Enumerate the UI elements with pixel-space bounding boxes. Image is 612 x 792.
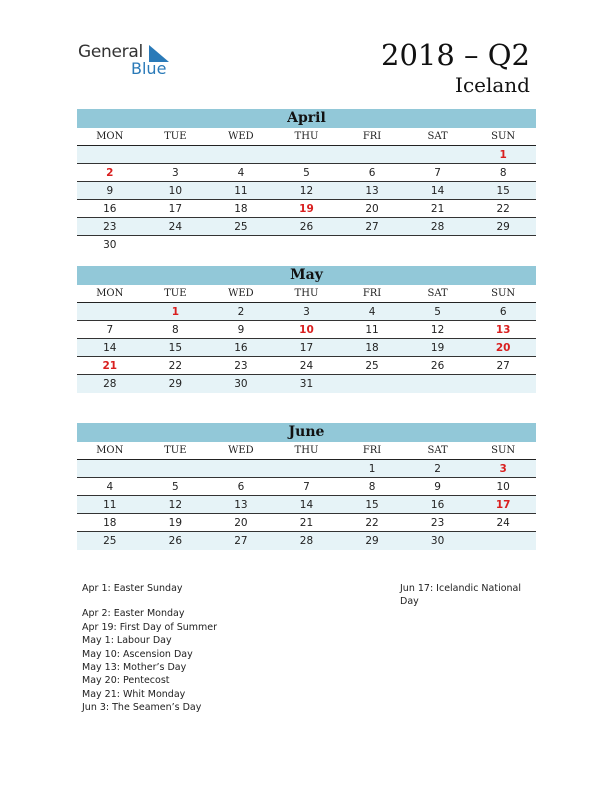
week-row: [77, 303, 536, 321]
holiday-day-cell: 1: [499, 149, 507, 161]
day-cell: 25: [103, 535, 117, 547]
day-cell: 14: [430, 185, 445, 197]
day-cell: 7: [106, 324, 114, 336]
day-cell: 19: [430, 342, 445, 354]
holiday-note: May 1: Labour Day: [82, 635, 172, 647]
day-cell: 8: [368, 481, 376, 493]
day-cell: 23: [103, 221, 117, 233]
day-cell: [470, 375, 536, 393]
day-cell: 6: [368, 167, 376, 179]
day-cell: 16: [430, 499, 445, 511]
day-cell: 29: [365, 535, 379, 547]
holiday-day-cell: 21: [102, 360, 118, 372]
weekday-label: MON: [96, 288, 124, 299]
day-cell: 5: [172, 481, 179, 493]
day-cell: [405, 146, 471, 163]
day-cell: 23: [430, 517, 445, 529]
holiday-day-cell: 3: [499, 463, 507, 475]
day-cell: 8: [172, 324, 179, 336]
weekday-label: SUN: [491, 445, 516, 456]
day-cell: 9: [237, 324, 245, 336]
day-cell: 20: [234, 517, 248, 529]
day-cell: 17: [168, 203, 183, 215]
day-cell: [143, 460, 209, 477]
holiday-day-cell: 10: [299, 324, 314, 336]
day-cell: 2: [434, 463, 441, 475]
day-cell: 30: [234, 378, 248, 390]
month-name: May: [77, 266, 536, 285]
page-title: 2018 – Q2: [381, 38, 530, 72]
day-cell: [143, 146, 209, 163]
day-cell: 25: [234, 221, 248, 233]
day-cell: [405, 375, 471, 393]
day-cell: 17: [299, 342, 314, 354]
day-cell: 27: [365, 221, 379, 233]
day-cell: 10: [168, 185, 183, 197]
holiday-note: May 13: Mother’s Day: [82, 661, 187, 673]
holiday-day-cell: 19: [299, 203, 314, 215]
day-cell: 24: [168, 221, 183, 233]
weekday-label: THU: [294, 131, 319, 142]
holiday-day-cell: 17: [495, 499, 511, 511]
weekday-label: THU: [294, 288, 319, 299]
day-cell: 30: [430, 535, 445, 547]
weekday-header-row: [77, 128, 536, 146]
day-cell: 11: [365, 324, 379, 336]
country-name: Iceland: [455, 73, 530, 97]
weekday-label: MON: [96, 445, 124, 456]
weekday-label: MON: [96, 131, 124, 142]
day-cell: 1: [368, 463, 376, 475]
day-cell: 14: [299, 499, 314, 511]
week-row: [77, 460, 536, 478]
holiday-day-cell: 2: [106, 167, 114, 179]
holiday-note: Apr 2: Easter Monday: [82, 608, 185, 620]
day-cell: 24: [299, 360, 314, 372]
week-row: [77, 200, 536, 218]
day-cell: [208, 236, 274, 254]
day-cell: 22: [496, 203, 510, 215]
day-cell: 22: [365, 517, 379, 529]
weekday-header-row: [77, 442, 536, 460]
holiday-day-cell: 13: [495, 324, 511, 336]
day-cell: 3: [303, 306, 310, 318]
week-row: [77, 339, 536, 357]
week-row: [77, 478, 536, 496]
week-row: [77, 182, 536, 200]
month-name: April: [77, 109, 536, 128]
day-cell: 21: [430, 203, 445, 215]
weekday-label: FRI: [362, 288, 382, 299]
day-cell: [77, 460, 143, 477]
day-cell: 3: [172, 167, 179, 179]
day-cell: [405, 236, 471, 254]
weekday-label: THU: [294, 445, 319, 456]
day-cell: [143, 236, 209, 254]
weekday-label: FRI: [362, 445, 382, 456]
logo-text-general: General: [78, 42, 143, 62]
day-cell: 10: [496, 481, 510, 493]
day-cell: 9: [106, 185, 114, 197]
holiday-day-cell: 1: [171, 306, 179, 318]
holiday-note: May 20: Pentecost: [82, 675, 170, 687]
day-cell: [274, 146, 340, 163]
week-row: [77, 357, 536, 375]
day-cell: 4: [106, 481, 114, 493]
day-cell: 9: [434, 481, 441, 493]
weekday-label: TUE: [164, 131, 187, 142]
day-cell: 24: [496, 517, 510, 529]
day-cell: 16: [234, 342, 248, 354]
day-cell: 18: [365, 342, 379, 354]
day-cell: 12: [299, 185, 314, 197]
holiday-note: Jun 17: Icelandic National Day: [400, 583, 522, 608]
day-cell: [274, 460, 340, 477]
day-cell: [274, 236, 340, 254]
day-cell: 4: [368, 306, 376, 318]
weekday-label: WED: [228, 131, 254, 142]
holiday-note: Apr 19: First Day of Summer: [82, 621, 218, 633]
day-cell: 5: [434, 306, 441, 318]
day-cell: [470, 236, 536, 254]
week-row: [77, 375, 536, 393]
month-calendar-april: [77, 109, 536, 254]
weekday-label: WED: [228, 288, 254, 299]
holiday-note: Apr 1: Easter Sunday: [82, 583, 183, 594]
day-cell: 30: [103, 239, 117, 251]
weekday-label: WED: [228, 445, 254, 456]
weekday-label: TUE: [164, 445, 187, 456]
weekday-header-row: [77, 285, 536, 303]
day-cell: [208, 460, 274, 477]
day-cell: 23: [234, 360, 248, 372]
week-row: [77, 321, 536, 339]
day-cell: 28: [299, 535, 314, 547]
month-calendar-may: [77, 266, 536, 393]
day-cell: 21: [299, 517, 314, 529]
day-cell: 27: [234, 535, 248, 547]
day-cell: 15: [496, 185, 510, 197]
day-cell: 11: [103, 499, 117, 511]
day-cell: 8: [499, 167, 507, 179]
day-cell: 16: [103, 203, 117, 215]
holiday-note: May 10: Ascension Day: [82, 648, 193, 660]
day-cell: 6: [499, 306, 507, 318]
holiday-notes-left: [82, 582, 217, 715]
weekday-label: SAT: [427, 131, 448, 142]
day-cell: 20: [365, 203, 379, 215]
weekday-label: SUN: [491, 131, 516, 142]
generalblue-logo: [78, 42, 178, 78]
day-cell: 27: [496, 360, 510, 372]
day-cell: 26: [168, 535, 183, 547]
day-cell: 12: [168, 499, 183, 511]
day-cell: [470, 532, 536, 550]
day-cell: 25: [365, 360, 379, 372]
week-row: [77, 532, 536, 550]
day-cell: 19: [168, 517, 183, 529]
day-cell: 15: [168, 342, 183, 354]
day-cell: 13: [234, 499, 248, 511]
day-cell: [339, 236, 405, 254]
day-cell: 26: [299, 221, 314, 233]
week-row: [77, 236, 536, 254]
day-cell: [208, 146, 274, 163]
day-cell: [339, 375, 405, 393]
day-cell: [77, 146, 143, 163]
holiday-note: May 21: Whit Monday: [82, 688, 186, 700]
week-row: [77, 146, 536, 164]
week-row: [77, 218, 536, 236]
day-cell: [339, 146, 405, 163]
day-cell: 31: [299, 378, 314, 390]
day-cell: 12: [430, 324, 445, 336]
day-cell: 26: [430, 360, 445, 372]
day-cell: 29: [496, 221, 510, 233]
day-cell: 14: [103, 342, 117, 354]
day-cell: 5: [303, 167, 310, 179]
day-cell: 7: [434, 167, 441, 179]
weekday-label: SAT: [427, 445, 448, 456]
day-cell: 29: [168, 378, 183, 390]
month-calendar-june: [77, 423, 536, 550]
week-row: [77, 164, 536, 182]
day-cell: 15: [365, 499, 379, 511]
day-cell: [77, 303, 143, 320]
holiday-day-cell: 20: [495, 342, 511, 354]
weekday-label: SAT: [427, 288, 448, 299]
day-cell: 13: [365, 185, 379, 197]
weekday-label: TUE: [164, 288, 187, 299]
day-cell: 18: [234, 203, 248, 215]
holiday-note: Jun 3: The Seamen’s Day: [82, 702, 202, 714]
day-cell: 18: [103, 517, 117, 529]
weekday-label: SUN: [491, 288, 516, 299]
note-spacer: [82, 595, 217, 607]
week-row: [77, 496, 536, 514]
day-cell: 2: [237, 306, 245, 318]
day-cell: 11: [234, 185, 248, 197]
month-name: June: [77, 423, 536, 442]
week-row: [77, 514, 536, 532]
day-cell: 7: [303, 481, 310, 493]
day-cell: 22: [168, 360, 183, 372]
weekday-label: FRI: [362, 131, 382, 142]
day-cell: 6: [237, 481, 245, 493]
day-cell: 28: [103, 378, 117, 390]
holiday-notes-right: [400, 582, 530, 609]
logo-text-blue: Blue: [131, 59, 167, 78]
day-cell: 4: [237, 167, 245, 179]
day-cell: 28: [430, 221, 445, 233]
